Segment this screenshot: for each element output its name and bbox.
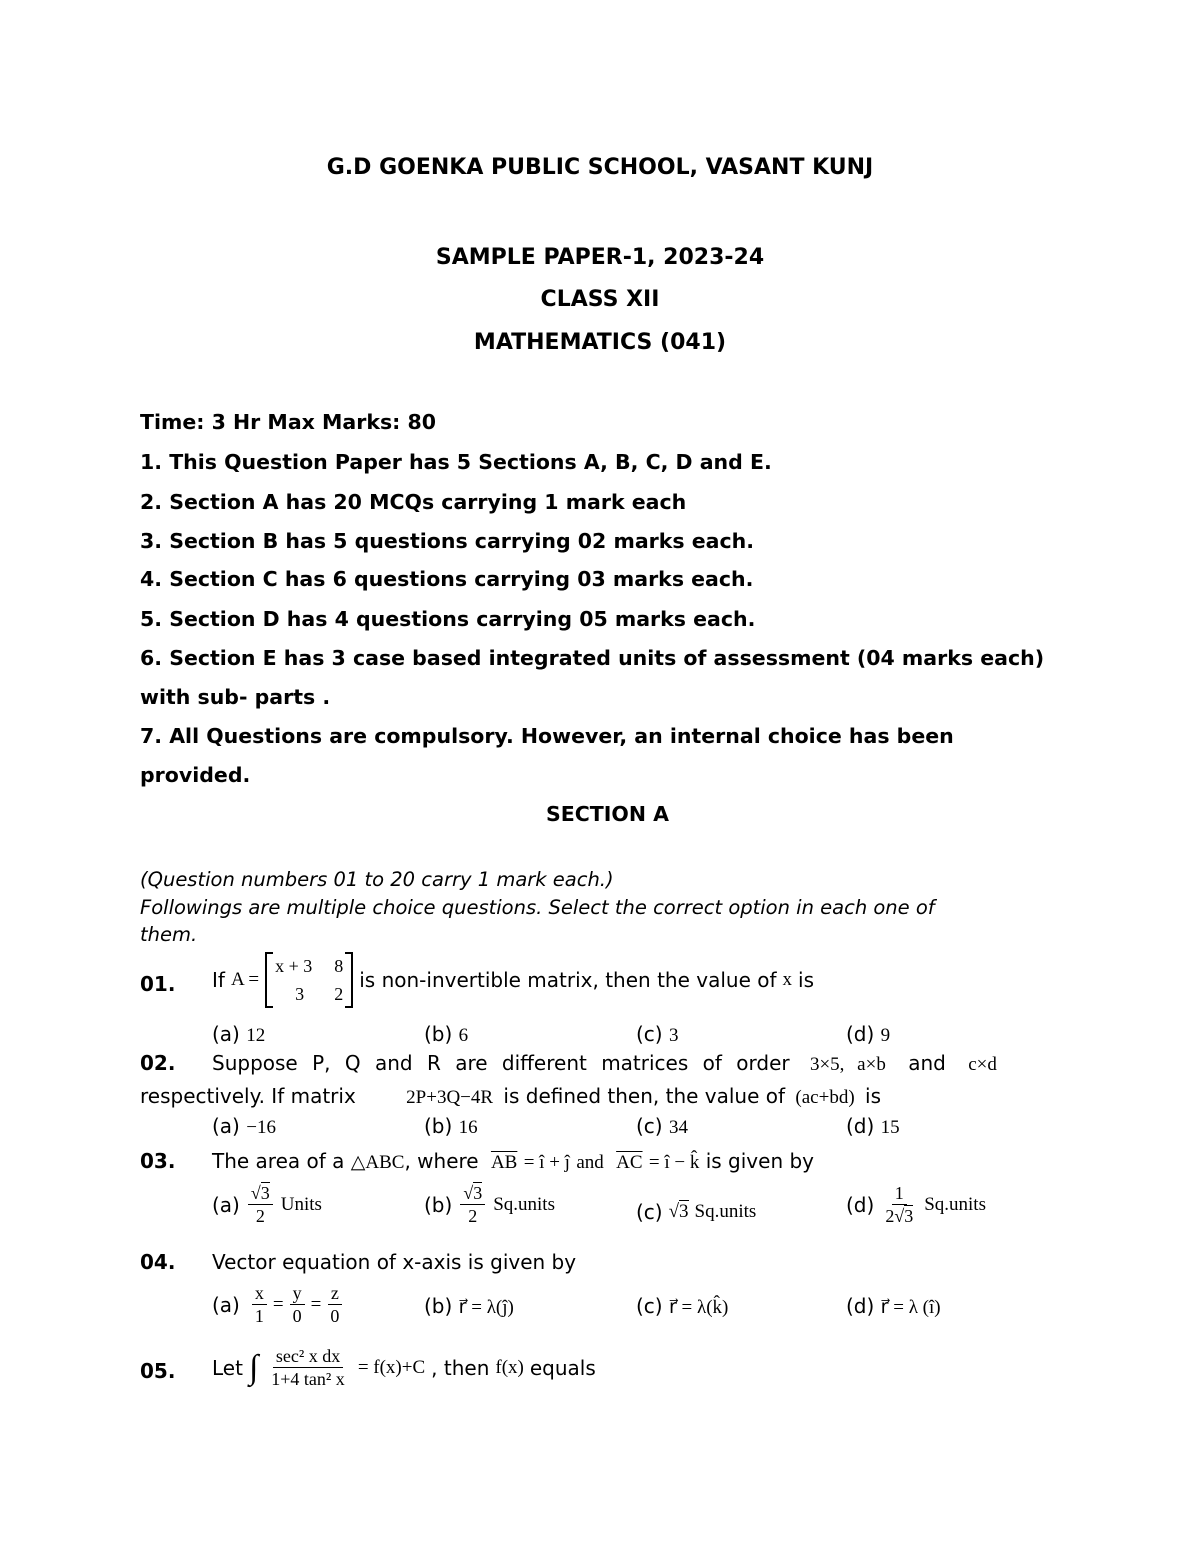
q1-if: If	[212, 968, 225, 992]
q3-vector-ab: $\overline{AB}$	[490, 1152, 518, 1173]
option-a: (a) −16	[212, 1114, 276, 1138]
option-d: (d) 15	[846, 1114, 900, 1138]
instruction-item: 1. This Question Paper has 5 Sections A, B, C, D and E.	[140, 450, 772, 474]
paper-title: SAMPLE PAPER-1, 2023-24	[435, 245, 765, 270]
q2-and: and	[908, 1051, 946, 1075]
q2-text: is	[865, 1084, 881, 1108]
q2-expr2: (ac+bd)	[795, 1087, 855, 1108]
question-5	[212, 1345, 596, 1390]
q1-var: x	[782, 969, 793, 990]
q5-fx: f(x)	[495, 1356, 524, 1378]
option-c: (c) 3	[636, 1022, 679, 1046]
option-b: (b) r⃗ = λ(ĵ)	[424, 1294, 514, 1318]
question-number: 02.	[140, 1051, 176, 1075]
matrix-cell: 2	[334, 984, 344, 1004]
question-number: 03.	[140, 1149, 176, 1173]
question-4: Vector equation of x-axis is given by	[212, 1250, 577, 1274]
option-a: (a) 12	[212, 1022, 266, 1046]
q2-order3: c×d	[968, 1054, 997, 1075]
question-1	[212, 952, 814, 1008]
option-c: (c) √3 Sq.units	[636, 1200, 757, 1224]
integral-sign: ∫	[248, 1348, 259, 1386]
option-a: (a) $\frac{√3}{2}$ Units	[212, 1183, 322, 1226]
q3-text: is given by	[705, 1149, 815, 1173]
option-d: (d) r⃗ = λ (î)	[846, 1294, 941, 1318]
q2-expr: 2P+3Q−4R	[406, 1087, 494, 1108]
section-a-instruction-cont: them.	[140, 923, 198, 946]
section-a-heading: SECTION A	[545, 802, 669, 826]
matrix-cell: x + 3	[275, 956, 313, 976]
q3-text: , where	[404, 1149, 479, 1173]
q2-orders: 3×5, a×b	[809, 1054, 886, 1075]
instruction-item: 7. All Questions are compulsory. However, an internal choice has been	[140, 724, 954, 748]
q2-text: is defined then, the value of	[503, 1084, 786, 1108]
question-2-line-2	[140, 1084, 881, 1109]
q5-let: Let	[212, 1355, 243, 1380]
matrix-cell: 3	[295, 984, 305, 1004]
matrix-cell: 8	[334, 956, 344, 976]
q5-rhs: = f(x)+C	[357, 1356, 426, 1378]
q2-text: respectively. If matrix	[140, 1084, 356, 1108]
option-b: (b) $\frac{√3}{2}$ Sq.units	[424, 1183, 555, 1226]
question-number: 01.	[140, 972, 176, 996]
q5-text: , then	[431, 1355, 490, 1380]
q3-ac-value: = î − k̂	[648, 1152, 700, 1173]
instruction-item: with sub- parts .	[140, 685, 331, 709]
instruction-item: provided.	[140, 763, 251, 787]
subject-title: MATHEMATICS (041)	[473, 330, 727, 355]
option-a: (a) $\frac{x}{1}$ = $\frac{y}{0}$ = $\frac{z}{0}$	[212, 1282, 346, 1327]
question-number: 04.	[140, 1250, 176, 1274]
instruction-item: 3. Section B has 5 questions carrying 02 marks each.	[140, 529, 755, 553]
option-d: (d) 9	[846, 1022, 891, 1046]
q1-matrix	[265, 952, 353, 1008]
school-name: G.D GOENKA PUBLIC SCHOOL, VASANT KUNJ	[326, 155, 874, 180]
q3-triangle: △ABC	[350, 1152, 405, 1173]
q3-text: The area of a	[212, 1149, 345, 1173]
instruction-item: 2. Section A has 20 MCQs carrying 1 mark each	[140, 490, 687, 514]
instruction-item: 6. Section E has 3 case based integrated units of assessment (04 marks each)	[140, 646, 1045, 670]
instruction-item: 4. Section C has 6 questions carrying 03 marks each.	[140, 567, 754, 591]
question-3	[212, 1149, 814, 1174]
option-b: (b) 6	[424, 1022, 469, 1046]
q5-text: equals	[529, 1355, 596, 1380]
q1-post: is	[798, 968, 814, 992]
section-a-instruction: Followings are multiple choice questions. Select the correct option in each one of	[140, 896, 935, 919]
option-d: (d) $\frac{1}{2√3}$ Sq.units	[846, 1183, 986, 1226]
instruction-item: 5. Section D has 4 questions carrying 05 marks each.	[140, 607, 756, 631]
q1-text: is non-invertible matrix, then the value of	[359, 968, 777, 992]
option-b: (b) 16	[424, 1114, 478, 1138]
class-title: CLASS XII	[540, 287, 660, 312]
q2-text: Suppose P, Q and R are different matrices of order	[212, 1051, 790, 1075]
q3-vector-ac: $\overline{AC}$	[616, 1152, 643, 1173]
q5-integrand: $\frac{\text{sec² x dx}}{\text{1+4 tan² x}}$	[271, 1346, 345, 1389]
q3-ab-value: = î + ĵ	[523, 1152, 570, 1173]
option-c: (c) r⃗ = λ(k̂)	[636, 1294, 729, 1318]
q1-lhs: A =	[230, 969, 260, 990]
section-a-note: (Question numbers 01 to 20 carry 1 mark each.)	[140, 868, 614, 891]
option-c: (c) 34	[636, 1114, 688, 1138]
question-number: 05.	[140, 1359, 176, 1383]
question-2-line-1	[212, 1051, 997, 1076]
q3-and: and	[576, 1152, 604, 1173]
time-marks: Time: 3 Hr Max Marks: 80	[140, 410, 437, 434]
